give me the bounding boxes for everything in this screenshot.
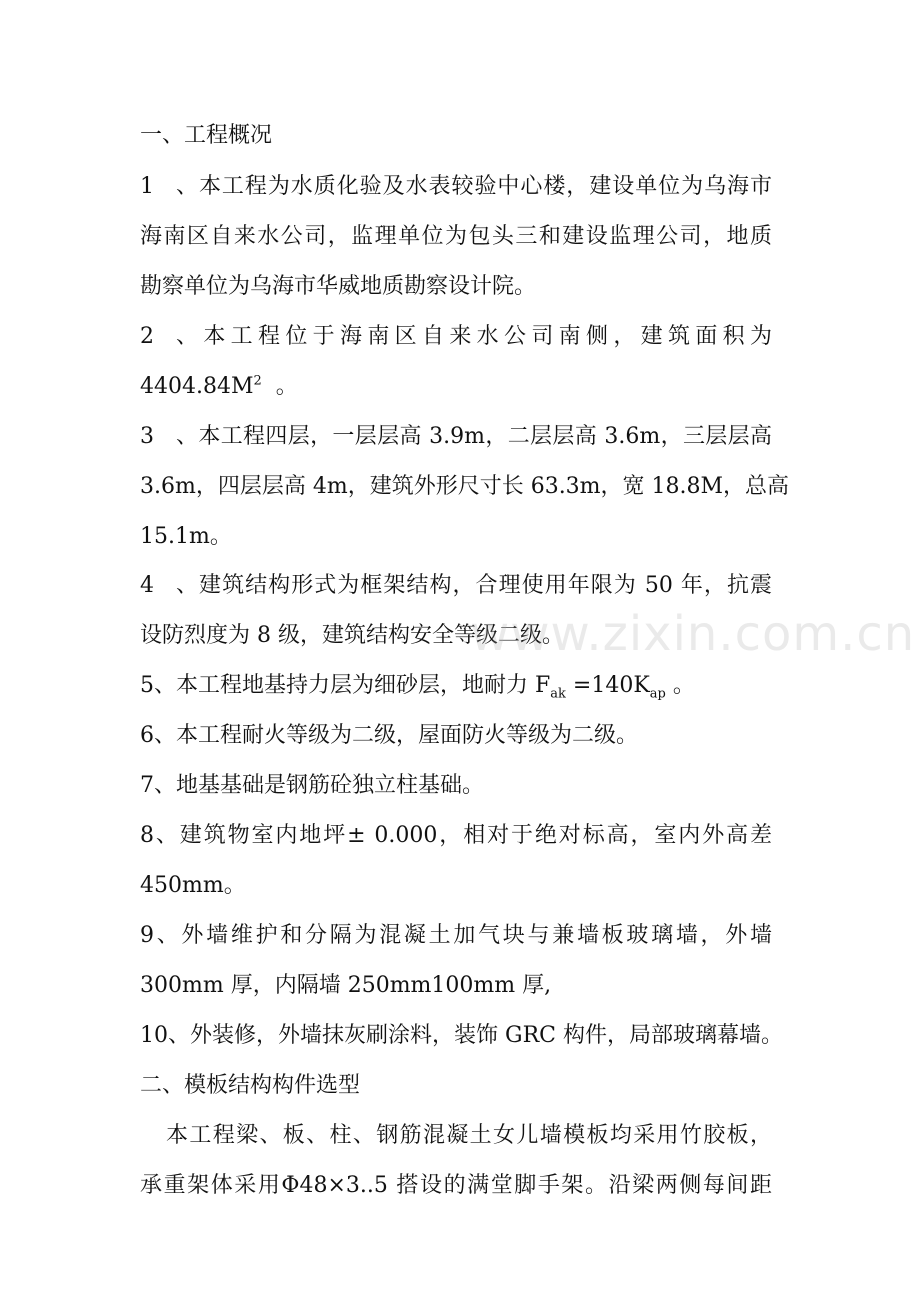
superscript-2: 2 [253, 373, 262, 389]
item-number-4: 4、 [140, 573, 198, 598]
paragraph-3-line-2: 3.6m，四层层高 4m，建筑外形尺寸长 63.3m，宽 18.8M，总高 [140, 474, 790, 499]
watermark: www.zixin.com.cn [470, 606, 916, 662]
paragraph-5: 5、本工程地基持力层为细砂层，地耐力 $F_{ak} =140K_{ap}$ 。 [140, 673, 695, 702]
paragraph-7: 7、地基基础是钢筋砼独立柱基础。 [140, 773, 484, 798]
section-heading-2: 二、模板结构构件选型 [140, 1073, 361, 1098]
paragraph-11-line-1: 本工程梁、板、柱、钢筋混凝土女儿墙模板均采用竹胶板， [166, 1123, 772, 1148]
item-number-1: 1、 [140, 174, 198, 199]
paragraph-10: 10、外装修，外墙抹灰刷涂料，装饰 GRC 构件，局部玻璃幕墙。 [140, 1023, 783, 1048]
paragraph-11-line-2: 承重架体采用Φ48×3..5 搭设的满堂脚手架。沿梁两侧每间距 [140, 1173, 772, 1198]
paragraph-4-line-1: 4、建筑结构形式为框架结构，合理使用年限为 50 年，抗震 [140, 571, 772, 601]
paragraph-9-line-2: 300mm 厚，内隔墙 250mm100mm 厚, [140, 973, 552, 998]
item-number-3: 3、 [140, 424, 198, 449]
paragraph-1-line-3: 勘察单位为乌海市华威地质勘察设计院。 [140, 274, 537, 299]
section-heading-1: 一、工程概况 [140, 123, 273, 148]
paragraph-9-line-1: 9、外墙维护和分隔为混凝土加气块与兼墙板玻璃墙，外墙 [140, 923, 772, 948]
paragraph-8-line-2: 450mm。 [140, 873, 246, 898]
paragraph-3-line-3: 15.1m。 [140, 524, 232, 549]
item-number-2: 2、 [140, 324, 198, 349]
paragraph-2-line-2: $4404.84M^2$ 。 [140, 373, 298, 399]
paragraph-4-line-2: 设防烈度为 8 级，建筑结构安全等级二级。 [140, 623, 564, 648]
paragraph-1-line-1: 1、本工程为水质化验及水表较验中心楼，建设单位为乌海市 [140, 172, 772, 202]
paragraph-8-line-1: 8、建筑物室内地坪± 0.000，相对于绝对标高，室内外高差 [140, 823, 772, 848]
paragraph-2-line-1: 2、本工程位于海南区自来水公司南侧，建筑面积为 [140, 322, 772, 352]
paragraph-1-line-2: 海南区自来水公司，监理单位为包头三和建设监理公司，地质 [140, 224, 772, 249]
paragraph-3-line-1: 3、本工程四层，一层层高 3.9m，二层层高 3.6m，三层层高 [140, 422, 772, 452]
paragraph-6: 6、本工程耐火等级为二级，屋面防火等级为二级。 [140, 723, 638, 748]
